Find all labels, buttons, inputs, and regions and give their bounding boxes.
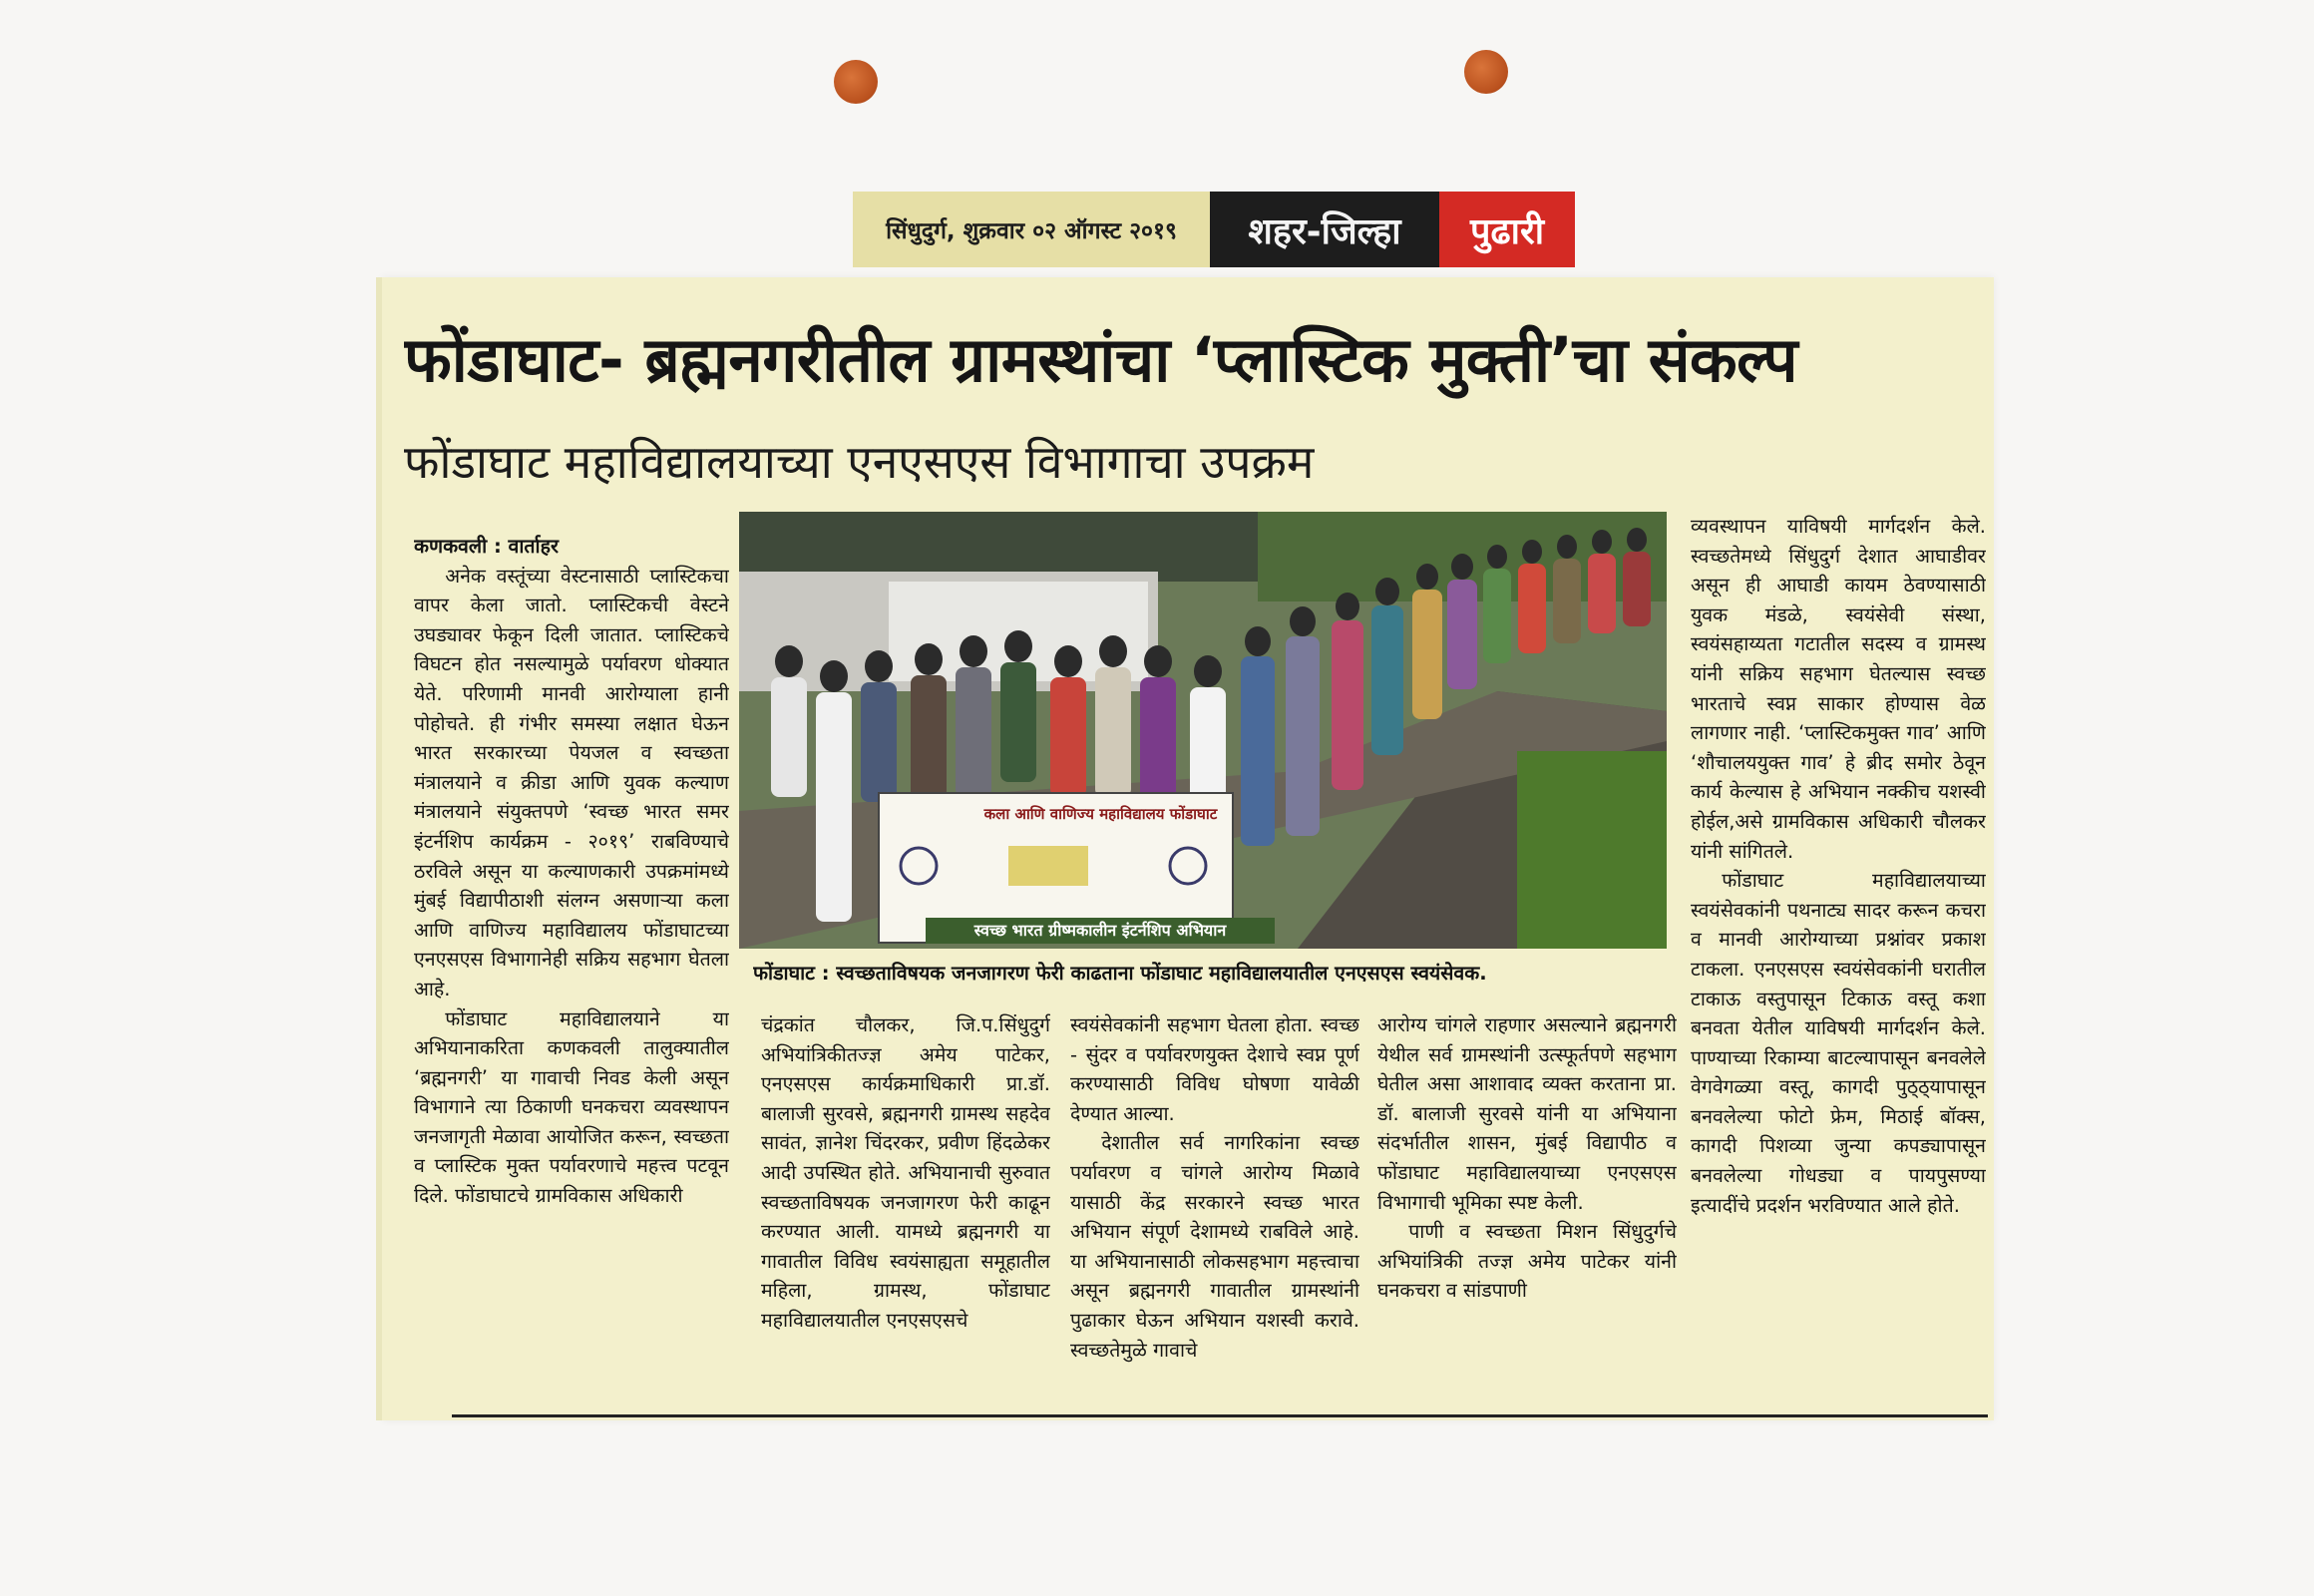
article-photo bbox=[739, 512, 1667, 949]
column-5-paragraph-1: व्यवस्थापन याविषयी मार्गदर्शन केले. स्वच्छतेमध्ये सिंधुदुर्ग देशात आघाडीवर असून ही आघाडी कायम ठेवण्यासाठी युवक मंडळे, स्वयंसेवी संस्था, स्वयंसहाय्यता गटातील सदस्य व ग्रामस्थ यांनी सक्रिय सहभाग घेतल्यास स्वच्छ भारताचे स्वप्न साकार होण्यास वेळ लागणार नाही. ‘प्लास्टिकमुक्त गाव’ आणि ‘शौचालययुक्त गाव’ हे ब्रीद समोर ठेवून कार्य केल्यास हे अभियान नक्कीच यशस्वी होईल,असे ग्रामविकास अधिकारी चौलकर यांनी सांगितले. bbox=[1691, 515, 1986, 863]
bottom-rule bbox=[452, 1414, 1988, 1417]
article-column-2 bbox=[761, 1010, 1050, 1399]
article-column-4 bbox=[1377, 1010, 1677, 1399]
column-4-paragraph-2: पाणी व स्वच्छता मिशन सिंधुदुर्गचे अभियांत्रिकी तज्ज्ञ अमेय पाटेकर यांनी घनकचरा व सांडपाणी bbox=[1377, 1220, 1677, 1303]
article-subheadline: फोंडाघाट महाविद्यालयाच्या एनएसएस विभागाचा उपक्रम bbox=[404, 435, 1315, 489]
article-column-1 bbox=[414, 532, 729, 1399]
photo-illustration bbox=[739, 512, 1667, 949]
newspaper-masthead bbox=[853, 192, 1575, 267]
masthead-section: शहर-जिल्हा bbox=[1210, 192, 1439, 267]
article-column-3 bbox=[1070, 1010, 1359, 1399]
masthead-date: सिंधुदुर्ग, शुक्रवार ०२ ऑगस्ट २०१९ bbox=[853, 192, 1210, 267]
article-dateline: कणकवली : वार्ताहर bbox=[414, 535, 559, 558]
column-4-paragraph-1: आरोग्य चांगले राहणार असल्याने ब्रह्मनगरी येथील सर्व ग्रामस्थांनी उत्स्फूर्तपणे सहभाग घेतील असा आशावाद व्यक्त करताना प्रा. डॉ. बालाजी सुरवसे यांनी या अभियाना संदर्भातील शासन, मुंबई विद्यापीठ व फोंडाघाट महाविद्यालयाच्या एनएसएस विभागाची भूमिका स्पष्ट केली. bbox=[1377, 1013, 1677, 1214]
masthead-brand: पुढारी bbox=[1439, 192, 1575, 267]
punch-hole-right bbox=[1464, 50, 1508, 94]
article-headline: फोंडाघाट- ब्रह्मनगरीतील ग्रामस्थांचा ‘प्लास्टिक मुक्ती’चा संकल्प bbox=[404, 323, 1797, 396]
photo-caption: फोंडाघाट : स्वच्छताविषयक जनजागरण फेरी काढताना फोंडाघाट महाविद्यालयातील एनएसएस स्वयंसेवक. bbox=[753, 962, 1487, 985]
column-2-paragraph-1: चंद्रकांत चौलकर, जि.प.सिंधुदुर्ग अभियांत्रिकीतज्ज्ञ अमेय पाटेकर, एनएसएस कार्यक्रमाधिकारी प्रा.डॉ. बालाजी सुरवसे, ब्रह्मनगरी ग्रामस्थ सहदेव सावंत, ज्ञानेश चिंदरकर, प्रवीण हिंदळेकर आदी उपस्थित होते. अभियानाची सुरुवात स्वच्छताविषयक जनजागरण फेरी काढून करण्यात आली. यामध्ये ब्रह्मनगरी या गावातील विविध स्वयंसाह्यता समूहातील महिला, ग्रामस्थ, फोंडाघाट महाविद्यालयातील एनएसएसचे bbox=[761, 1013, 1050, 1332]
column-5-paragraph-2: फोंडाघाट महाविद्यालयाच्या स्वयंसेवकांनी पथनाट्य सादर करून कचरा व मानवी आरोग्याच्या प्रश्नांवर प्रकाश टाकला. एनएसएस स्वयंसेवकांनी घरातील टाकाऊ वस्तुपासून टिकाऊ वस्तू कशा बनवता येतील याविषयी मार्गदर्शन केले. पाण्याच्या रिकाम्या बाटल्यापासून बनवलेले वेगवेगळ्या वस्तू, कागदी पुठ्ठ्यापासून बनवलेल्या फोटो फ्रेम, मिठाई बॉक्स, कागदी पिशव्या जुन्या कपड्यापासून बनवलेल्या गोधड्या व पायपुसण्या इत्यादींचे प्रदर्शन भरविण्यात आले होते. bbox=[1691, 869, 1986, 1217]
photo-banner-text: कला आणि वाणिज्य महाविद्यालय फोंडाघाट bbox=[983, 805, 1218, 823]
article-column-5 bbox=[1691, 512, 1986, 1399]
column-1-paragraph-1: अनेक वस्तूंच्या वेस्टनासाठी प्लास्टिकचा वापर केला जातो. प्लास्टिकची वेस्टने उघड्यावर फेकून दिली जातात. प्लास्टिकचे विघटन होत नसल्यामुळे पर्यावरण धोक्यात येते. परिणामी मानवी आरोग्याला हानी पोहोचते. ही गंभीर समस्या लक्षात घेऊन भारत सरकारच्या पेयजल व स्वच्छता मंत्रालयाने व क्रीडा आणि युवक कल्याण मंत्रालयाने संयुक्तपणे ‘स्वच्छ भारत समर इंटर्नशिप कार्यक्रम - २०१९’ राबविण्याचे ठरविले असून या कल्याणकारी उपक्रमांमध्ये मुंबई विद्यापीठाशी संलग्न असणाऱ्या कला आणि वाणिज्य महाविद्यालय फोंडाघाटच्या एनएसएस विभागानेही सक्रिय सहभाग घेतला आहे. bbox=[414, 564, 729, 1000]
punch-hole-left bbox=[834, 60, 878, 104]
column-3-paragraph-2: देशातील सर्व नागरिकांना स्वच्छ पर्यावरण व चांगले आरोग्य मिळावे यासाठी केंद्र सरकारने स्वच्छ भारत अभियान संपूर्ण देशामध्ये राबविले आहे. या अभियानासाठी लोकसहभाग महत्त्वाचा असून ब्रह्मनगरी गावातील ग्रामस्थांनी पुढाकार घेऊन अभियान यशस्वी करावे. स्वच्छतेमुळे गावाचे bbox=[1070, 1131, 1359, 1362]
column-3-paragraph-1: स्वयंसेवकांनी सहभाग घेतला होता. स्वच्छ - सुंदर व पर्यावरणयुक्त देशाचे स्वप्न पूर्ण करण्यासाठी विविध घोषणा यावेळी देण्यात आल्या. bbox=[1070, 1013, 1359, 1125]
photo-banner-bottom: स्वच्छ भारत ग्रीष्मकालीन इंटर्नशिप अभियान bbox=[926, 918, 1275, 944]
column-1-paragraph-2: फोंडाघाट महाविद्यालयाने या अभियानाकरिता कणकवली तालुक्यातील ‘ब्रह्मनगरी’ या गावाची निवड केली असून विभागाने त्या ठिकाणी घनकचरा व्यवस्थापन जनजागृती मेळावा आयोजित करून, स्वच्छता व प्लास्टिक मुक्त पर्यावरणाचे महत्त्व पटवून दिले. फोंडाघाटचे ग्रामविकास अधिकारी bbox=[414, 1006, 729, 1208]
newspaper-clipping bbox=[382, 277, 1994, 1420]
